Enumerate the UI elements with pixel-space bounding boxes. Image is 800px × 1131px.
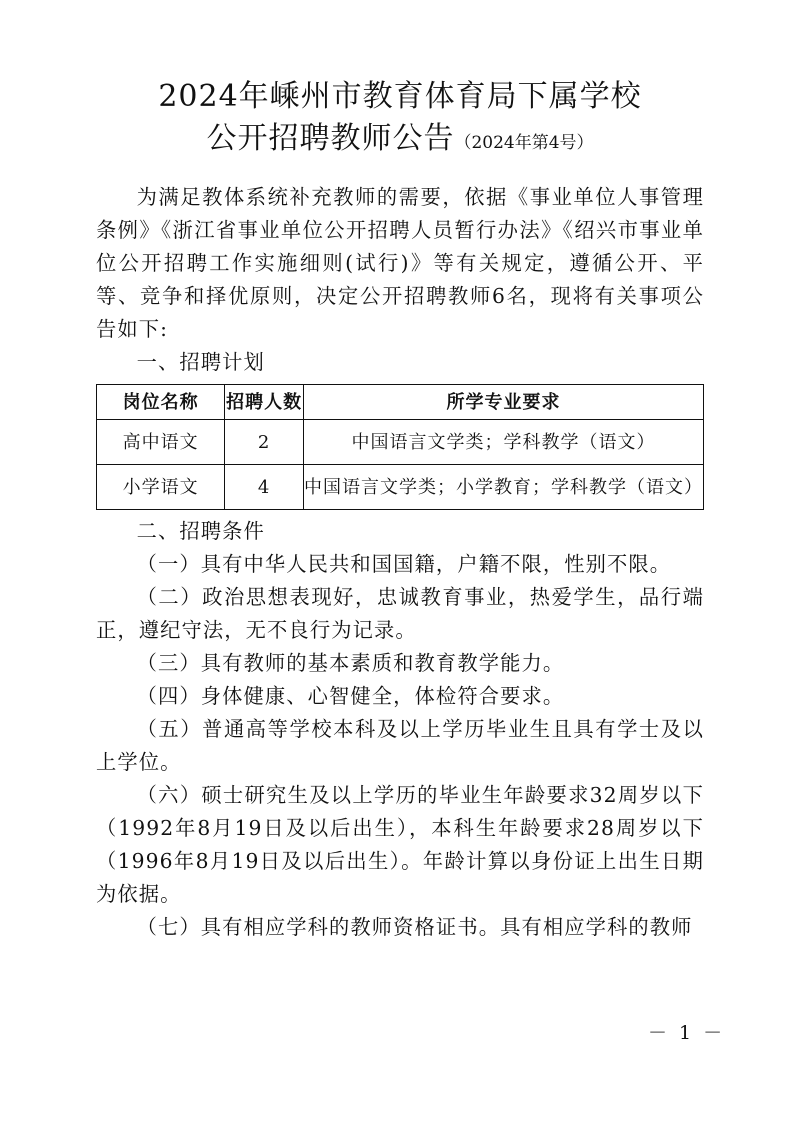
title-line-1: 2024年嵊州市教育体育局下属学校 <box>158 79 642 114</box>
header-count: 招聘人数 <box>225 385 304 420</box>
intro-paragraph: 为满足教体系统补充教师的需要，依据《事业单位人事管理条例》《浙江省事业单位公开招聘人员暂行办法》《绍兴市事业单位公开招聘工作实施细则(试行)》等有关规定，遵循公开、平等、竞争和择优原则，决定公开招聘教师6名，现将有关事项公告如下: <box>96 185 704 341</box>
recruitment-plan-table <box>96 384 704 510</box>
title-line-2 <box>0 118 800 164</box>
cell-major: 中国语言文学类；学科教学（语文） <box>303 420 703 465</box>
title-main: 公开招聘教师公告 <box>206 121 455 156</box>
condition-item: （四）身体健康、心智健全，体检符合要求。 <box>136 684 565 708</box>
document-body <box>96 181 704 944</box>
cell-count: 4 <box>225 465 304 510</box>
table-row <box>97 420 704 465</box>
section-heading-conditions: 二、招聘条件 <box>136 519 265 543</box>
condition-item: （二）政治思想表现好，忠诚教育事业，热爱学生，品行端正，遵纪守法，无不良行为记录。 <box>96 585 704 642</box>
condition-item: （三）具有教师的基本素质和教育教学能力。 <box>136 651 565 675</box>
condition-item: （六）硕士研究生及以上学历的毕业生年龄要求32周岁以下（1992年8月19日及以后出生），本科生年龄要求28周岁以下（1996年8月19日及以后出生）。年龄计算以身份证上出生日期为依据。 <box>96 783 704 906</box>
document-title <box>0 76 800 164</box>
cell-count: 2 <box>225 420 304 465</box>
cell-major: 中国语言文学类；小学教育；学科教学（语文） <box>303 465 703 510</box>
page-number: － 1 － <box>648 1022 726 1044</box>
condition-item: （五）普通高等学校本科及以上学历毕业生且具有学士及以上学位。 <box>96 717 704 774</box>
section-heading-plan: 一、招聘计划 <box>136 350 265 374</box>
cell-position: 小学语文 <box>97 465 225 510</box>
header-position: 岗位名称 <box>97 385 225 420</box>
issue-number: （2024年第4号） <box>454 133 594 153</box>
table-row <box>97 465 704 510</box>
header-major: 所学专业要求 <box>303 385 703 420</box>
table-header-row <box>97 385 704 420</box>
condition-item: （七）具有相应学科的教师资格证书。具有相应学科的教师 <box>136 915 693 939</box>
condition-item: （一）具有中华人民共和国国籍，户籍不限，性别不限。 <box>136 552 672 576</box>
cell-position: 高中语文 <box>97 420 225 465</box>
